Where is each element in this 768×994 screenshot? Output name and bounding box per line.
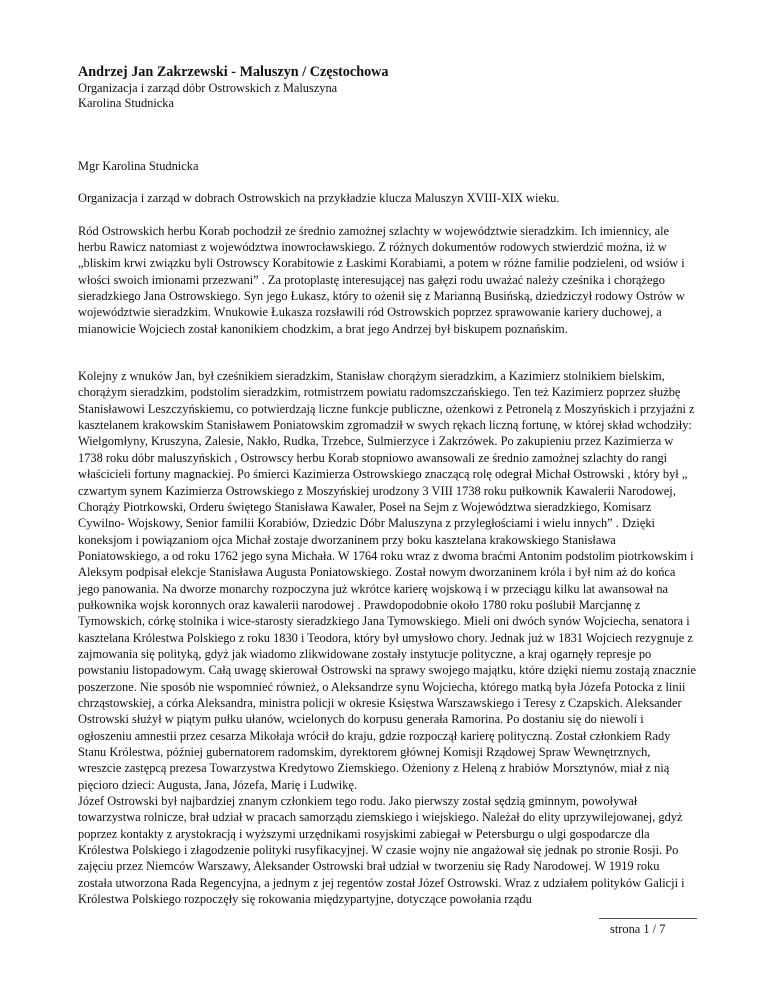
paragraph-2: Kolejny z wnuków Jan, był cześnikiem sieradzkim, Stanisław chorążym sieradzkim, a Kazimierz stolnikiem bielskim, chorążym sieradzkim, podstolim sieradzkim, rotmistrzem powiatu radomszczańskiego. Ten też Kazimierz poprzez służbę Stanisławowi Leszczyńskiemu, co potwierdzają liczne funkcje publiczne, ożenkowi z Petronelą z Moszyńskich i przyjaźni z kasztelanem krakowskim Stanisławem Poniatowskim zgromadził w swych rękach liczną fortunę, w której skład wchodziły: Wielgomłyny, Kruszyna, Zalesie, Nakło, Rudka, Trzebce, Sulmierzyce i Zakrzówek. Po zakupieniu przez Kazimierza w 1738 roku dóbr maluszyńskich , Ostrowscy herbu Korab stopniowo awansowali ze średnio zamożnej szlachty do rangi właścicieli fortuny magnackiej. Po śmierci Kazimierza Ostrowskiego znaczącą rolę odegrał Michał Ostrowski , który był „ czwartym synem Kazimierza Ostrowskiego z Moszyńskiej urodzony 3 VIII 1738 roku pułkownik Kawalerii Narodowej, Chorąży Piotrkowski, Orderu świętego Stanisława Kawaler, Poseł na Sejm z Województwa sieradzkiego, Komisarz Cywilno- Wojskowy, Senior familii Korabiów, Dziedzic Dóbr Maluszyna z przyległościami i wielu innych” . Dzięki koneksjom i powiązaniom ojca Michał zostaje dworzaninem przy boku kasztelana krakowskiego Stanisława Poniatowskiego, a od roku 1762 jego syna Michała. W 1764 roku wraz z dwoma braćmi Antonim podstolim piotrkowskim i Aleksym podpisał elekcje Stanisława Augusta Poniatowskiego. Został nowym dworzaninem króla i był nim aż do końca jego panowania. Na dworze monarchy rozpoczyna już wkrótce karierę wojskową i w przeciągu kilku lat awansował na pułkownika wojsk koronnych oraz kawalerii narodowej . Prawdopodobnie około 1780 roku poślubił Marcjannę z Tymowskich, córkę stolnika i wice-starosty sieradzkiego Jana Tymowskiego. Mieli oni dwóch synów Wojciecha, senatora i kasztelana Królestwa Polskiego z roku 1830 i Teodora, który był umysłowo chory. Jednak już w 1831 Wojciech rezygnuje z zajmowania się polityką, gdyż jak wiadomo zlikwidowane zostały instytucje polityczne, a kraj ogarnęły represje po powstaniu listopadowym. Całą uwagę skierował Ostrowski na sprawy swojego majątku, które dzięki niemu zostają znacznie poszerzone. Nie sposób nie wspomnieć również, o Aleksandrze synu Wojciecha, którego matką była Józefa Potocka z linii chrząstowskiej, a córka Aleksandra, ministra policji w okresie Księstwa Warszawskiego i Teresy z Czapskich. Aleksander Ostrowski służył w piątym pułku ułanów, wcielonych do korpusu generała Ramorina. Po dostaniu się do niewoli i ogłoszeniu amnestii przez cesarza Mikołaja wrócił do kraju, gdzie rozpoczął karierę polityczną. Został członkiem Rady Stanu Królestwa, później gubernatorem radomskim, dyrektorem głównej Komisji Rządowej Spraw Wewnętrznych, wreszcie zastępcą prezesa Towarzystwa Kredytowo Ziemskiego. Ożeniony z Heleną z hrabiów Morsztynów, miał z nią pięcioro dzieci: Augusta, Jana, Józefa, Marię i Ludwikę. [78, 369, 696, 792]
document-title: Andrzej Jan Zakrzewski - Maluszyn / Częstochowa [78, 64, 389, 80]
page-number: strona 1 / 7 [610, 922, 666, 936]
article-title: Organizacja i zarząd w dobrach Ostrowskich na przykładzie klucza Maluszyn XVIII-XIX wieku. [78, 191, 560, 206]
paragraph-1: Ród Ostrowskich herbu Korab pochodził ze średnio zamożnej szlachty w województwie sieradzkim. Ich imiennicy, ale herbu Rawicz natomiast z województwa inowrocławskiego. Z różnych dokumentów rodowych stwierdzić można, iż w „bliskim krwi związku byli Ostrowscy Korabitowie z Łaskimi Korabiami, a potem w różne familie podzieleni, od wsiów i włości swoich imionami przezwani” . Za protoplastę interesującej nas gałęzi rodu uważać należy cześnika i chorążego sieradzkiego Jana Ostrowskiego. Syn jego Łukasz, który to ożenił się z Marianną Busińską, dziedziczył rodowy Ostrów w województwie sieradzkim. Wnukowie Łukasza rozsławili ród Ostrowskich poprzez sprawowanie kariery duchowej, a mianowicie Wojciech został kanonikiem chodzkim, a brat jego Andrzej był biskupem poznańskim. [78, 223, 685, 336]
paragraph-3: Józef Ostrowski był najbardziej znanym członkiem tego rodu. Jako pierwszy został sędzią gminnym, powoływał towarzystwa rolnicze, brał udział w pracach samorządu ziemskiego i wiejskiego. Należał do elity uprzywilejowanej, gdyż poprzez kontakty z arystokracją i wyższymi urzędnikami rosyjskimi zabiegał w Petersburgu o ulgi gospodarcze dla Królestwa Polskiego i złagodzenie polityki rusyfikacyjnej. W czasie wojny nie angażował się jednak po stronie Rosji. Po zajęciu przez Niemców Warszawy, Aleksander Ostrowski brał udział w tworzeniu się Rady Narodowej. W 1919 roku została utworzona Rada Regencyjna, a jednym z jej regentów został Józef Ostrowski. Wraz z udziałem polityków Galicji i Królestwa Polskiego rozpoczęły się rokowania międzypartyjne, dotyczące powołania rządu [78, 794, 685, 907]
document-author: Karolina Studnicka [78, 96, 175, 110]
author-line: Mgr Karolina Studnicka [78, 159, 199, 173]
document-page [78, 64, 696, 907]
footer-divider [599, 918, 697, 919]
document-subtitle: Organizacja i zarząd dóbr Ostrowskich z Maluszyna [78, 81, 338, 95]
